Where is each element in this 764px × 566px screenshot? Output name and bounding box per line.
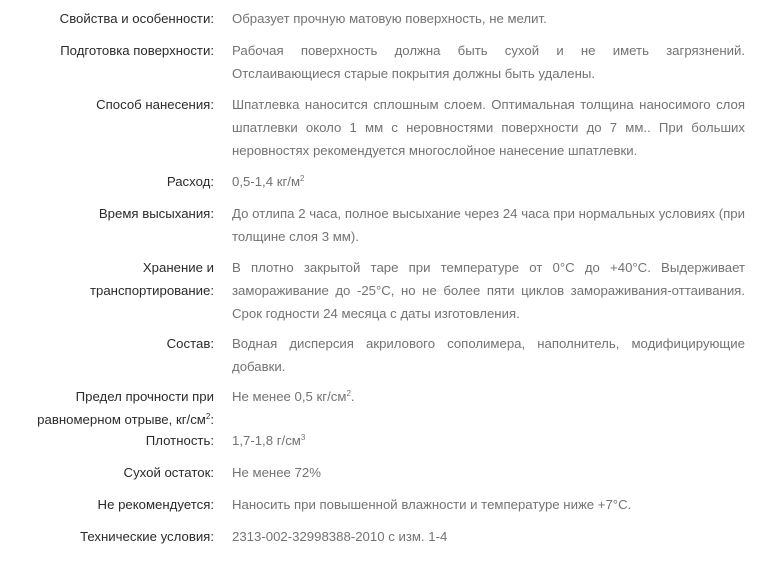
spec-value: 1,7-1,8 $г/см^3$	[232, 433, 306, 448]
spec-label: Время высыхания:	[98, 206, 214, 221]
spec-label: Технические условия:	[80, 529, 214, 544]
spec-label: Свойства и особенности:	[59, 11, 214, 26]
spec-label: Способ нанесения:	[96, 97, 214, 112]
spec-value: Образует прочную матовую поверхность, не мелит.	[232, 11, 547, 26]
spec-value: До отлипа 2 часа, полное высыхание через 24 часа при нормальных условиях (при толщине слоя 3 мм).	[232, 206, 745, 244]
spec-label: Расход:	[166, 174, 214, 189]
spec-value: Не менее 0,5 $кг/см^2$.	[232, 389, 355, 404]
spec-label: Состав:	[166, 336, 214, 351]
spec-value: Рабочая поверхность должна быть сухой и не иметь загрязнений. Отслаивающиеся старые покрытия должны быть удалены.	[232, 43, 745, 81]
spec-label: Плотность:	[145, 433, 214, 448]
spec-label: Предел прочности при равномерном отрыве, $кг/см^2$:	[37, 389, 214, 427]
spec-value: 0,5-1,4 $кг/м^2$	[232, 174, 305, 189]
spec-value: Водная дисперсия акрилового сополимера, наполнитель, модифицирующие добавки.	[232, 336, 745, 374]
spec-value: Не менее 72%	[232, 465, 321, 480]
spec-value: В плотно закрытой таре при температуре от 0°С до +40°С. Выдерживает замораживание до -25°С, но не более пяти циклов замораживания-оттаивания. Срок годности 24 месяца с даты изготовления.	[232, 260, 745, 321]
spec-label: Не рекомендуется:	[97, 497, 214, 512]
spec-label: Подготовка поверхности:	[60, 43, 214, 58]
spec-value: Наносить при повышенной влажности и температуре ниже +7°С.	[232, 497, 632, 512]
spec-value: 2313-002-32998388-2010 с изм. 1-4	[232, 529, 448, 544]
spec-value: Шпатлевка наносится сплошным слоем. Оптимальная толщина наносимого слоя шпатлевки около 1 мм с неровностями поверхности до 7 мм.. При больших неровностях рекомендуется многослойное нанесение шпатлевки.	[232, 97, 745, 158]
spec-label: Хранение и транспортирование:	[89, 260, 214, 298]
spec-label: Сухой остаток:	[123, 465, 214, 480]
